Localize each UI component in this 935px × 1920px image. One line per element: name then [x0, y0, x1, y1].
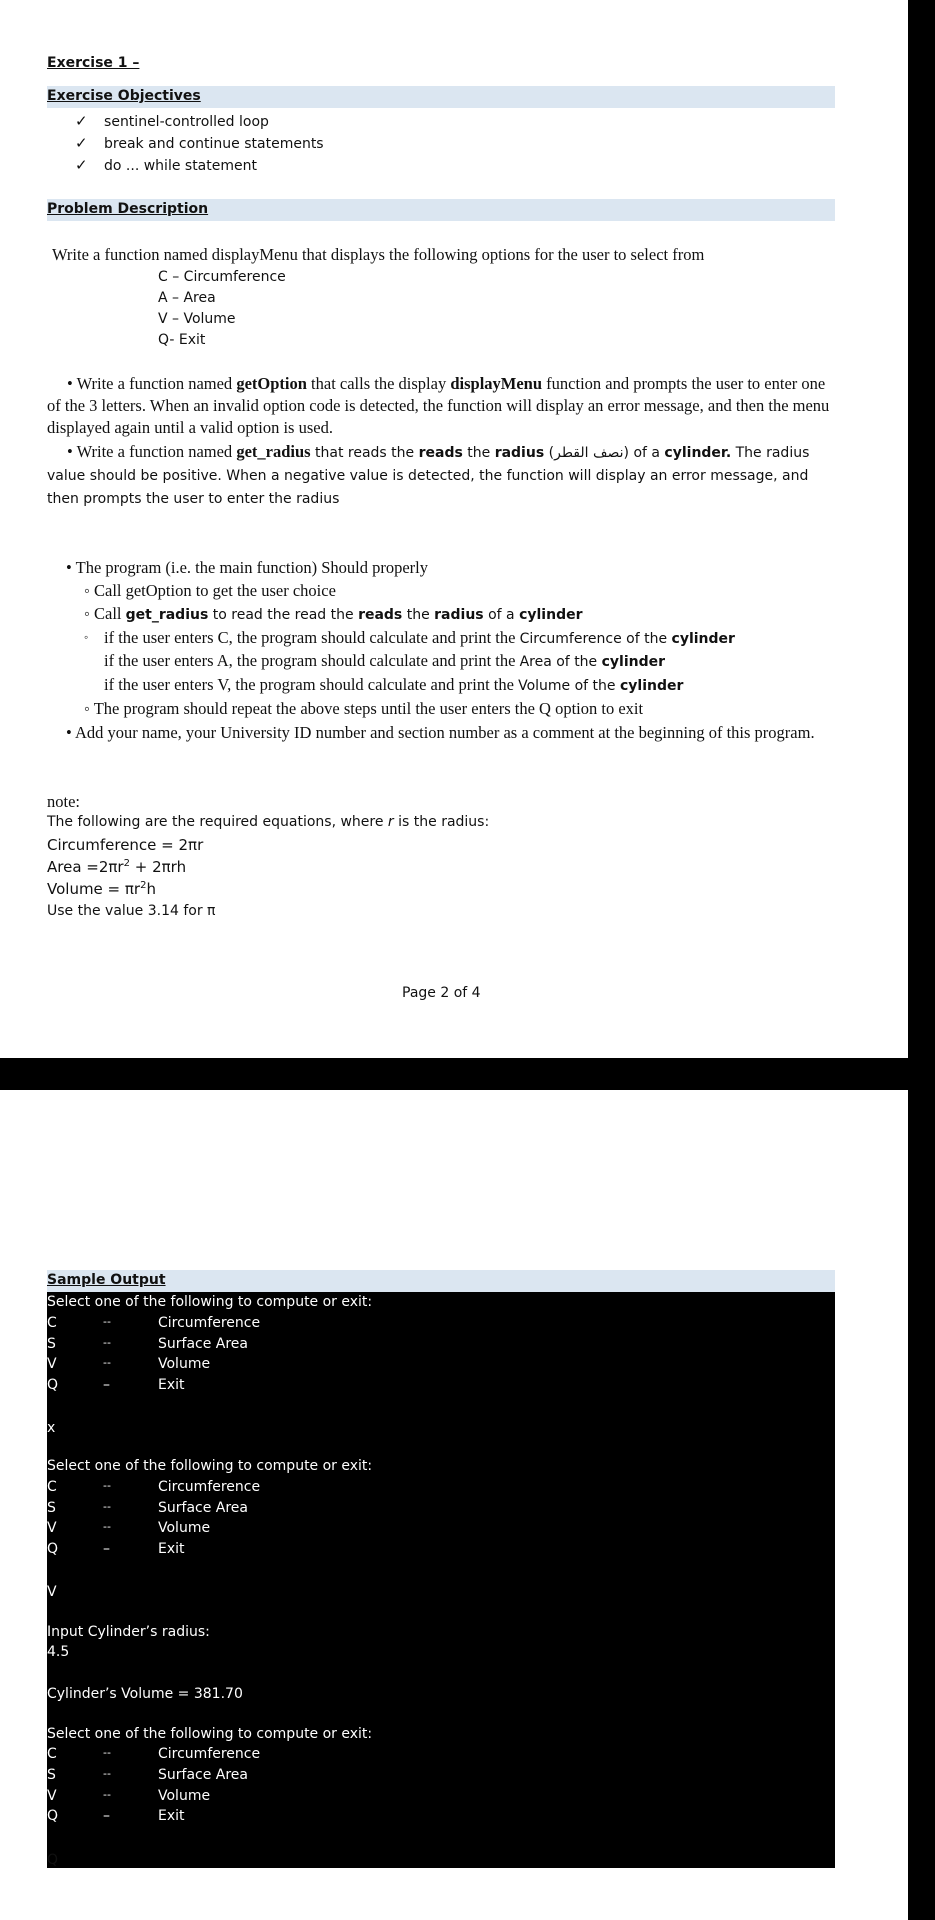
sub-bullet-icon: ◦	[84, 581, 90, 600]
menu-dash: --	[103, 1767, 111, 1780]
problem-heading: Problem Description	[47, 201, 209, 217]
menu-dash: --	[103, 1356, 111, 1369]
bullet-icon: •	[66, 558, 72, 577]
objective-item: ✓ sentinel-controlled loop	[75, 112, 269, 130]
note-label: note:	[47, 792, 80, 811]
menu-key: Q	[47, 1541, 59, 1557]
menu-key: V	[47, 1520, 57, 1536]
menu-dash: --	[103, 1336, 111, 1349]
objectives-heading: Exercise Objectives	[47, 88, 201, 104]
objective-item: ✓ break and continue statements	[75, 134, 324, 152]
menu-label: Surface Area	[158, 1336, 249, 1352]
check-icon: ✓	[75, 134, 88, 152]
menu-label: Volume	[158, 1520, 211, 1536]
user-input-final: Q	[47, 1852, 59, 1868]
if-line-v: if the user enters V, the program should calculate and print the Volume of the cylinder	[104, 675, 684, 694]
menu-option: A – Area	[158, 290, 216, 306]
bullet-icon: •	[66, 723, 72, 742]
menu-label: Exit	[158, 1808, 185, 1824]
sub-bullet-icon: ◦	[84, 604, 90, 623]
if-line-c: if the user enters C, the program should calculate and print the Circumference of the cylinder	[104, 628, 735, 647]
radius-value: 4.5	[47, 1644, 70, 1660]
user-input: V	[47, 1584, 57, 1600]
menu-label: Volume	[158, 1356, 211, 1372]
sub-bullet-icon: ◦	[84, 630, 89, 644]
intro-text: Write a function named displayMenu that displays the following options for the user to select from	[52, 245, 705, 264]
bullet-icon: •	[67, 374, 73, 393]
user-input: x	[47, 1420, 56, 1436]
menu-key: Q	[47, 1377, 59, 1393]
menu-key: S	[47, 1500, 56, 1516]
menu-key: C	[47, 1315, 57, 1331]
use-pi-note: Use the value 3.14 for π	[47, 903, 216, 919]
equation-circumference: Circumference = 2πr	[47, 836, 204, 854]
bullet-getradius: • Write a function named get_radius that reads the reads the radius (نصف القطر) of a cylinder. The radius value should be positive. When a negative value is detected, the function will display an error message, and then prompts the user to enter the radius	[47, 442, 810, 507]
menu-label: Exit	[158, 1377, 185, 1393]
exercise-title: Exercise 1 –	[47, 55, 140, 71]
menu-option: C – Circumference	[158, 269, 286, 285]
menu-dash: –	[103, 1541, 110, 1557]
menu-dash: --	[103, 1500, 111, 1513]
menu-dash: --	[103, 1746, 111, 1759]
menu-label: Exit	[158, 1541, 185, 1557]
menu-option: V – Volume	[158, 311, 236, 327]
menu-prompt: Select one of the following to compute or exit:	[47, 1294, 373, 1310]
menu-key: V	[47, 1356, 57, 1372]
objective-item: ✓ do ... while statement	[75, 156, 257, 174]
menu-label: Surface Area	[158, 1500, 249, 1516]
menu-prompt: Select one of the following to compute or exit:	[47, 1458, 373, 1474]
menu-key: V	[47, 1788, 57, 1804]
menu-label: Circumference	[158, 1479, 261, 1495]
menu-dash: --	[103, 1315, 111, 1328]
bullet-icon: •	[67, 442, 73, 461]
radius-prompt: Input Cylinder’s radius:	[47, 1624, 210, 1640]
program-intro: • The program (i.e. the main function) Should properly	[66, 558, 428, 577]
equation-area: Area $=2\pi r^2 + 2\pi rh$	[47, 858, 187, 876]
call-getoption-line: ◦ Call getOption to get the user choice	[84, 581, 336, 600]
menu-key: C	[47, 1746, 57, 1762]
menu-key: C	[47, 1479, 57, 1495]
if-line-a: if the user enters A, the program should calculate and print the Area of the cylinder	[104, 651, 666, 670]
call-getradius-line: ◦ Call get_radius to read the read the reads the radius of a cylinder	[84, 604, 583, 623]
bullet-getoption: • Write a function named getOption that calls the display displayMenu function and prompts the user to enter one of the 3 letters. When an invalid option code is detected, the function will display an error message, and then the menu displayed again until a valid option is used.	[47, 374, 830, 437]
page-number: Page 2 of 4	[402, 985, 481, 1001]
note-intro: The following are the required equations, where r is the radius:	[47, 814, 490, 830]
menu-label: Circumference	[158, 1746, 261, 1762]
check-icon: ✓	[75, 156, 88, 174]
menu-option: Q- Exit	[158, 332, 206, 348]
volume-result: Cylinder’s Volume = 381.70	[47, 1686, 243, 1702]
menu-dash: –	[103, 1808, 110, 1824]
menu-key: S	[47, 1767, 56, 1783]
sub-bullet-icon: ◦	[84, 699, 90, 718]
menu-dash: --	[103, 1520, 111, 1533]
check-icon: ✓	[75, 112, 88, 130]
menu-dash: --	[103, 1479, 111, 1492]
console-output	[47, 1292, 835, 1868]
menu-label: Volume	[158, 1788, 211, 1804]
sample-output-heading: Sample Output	[47, 1272, 166, 1288]
menu-dash: --	[103, 1788, 111, 1801]
menu-label: Circumference	[158, 1315, 261, 1331]
menu-key: S	[47, 1336, 56, 1352]
menu-prompt: Select one of the following to compute or exit:	[47, 1726, 373, 1742]
menu-key: Q	[47, 1808, 59, 1824]
menu-label: Surface Area	[158, 1767, 249, 1783]
add-name-line: • Add your name, your University ID number and section number as a comment at the beginning of this program.	[66, 723, 815, 742]
repeat-line: ◦ The program should repeat the above steps until the user enters the Q option to exit	[84, 699, 644, 718]
equation-volume: Volume = $\pi r^2h$	[47, 880, 156, 898]
menu-dash: –	[103, 1377, 110, 1393]
